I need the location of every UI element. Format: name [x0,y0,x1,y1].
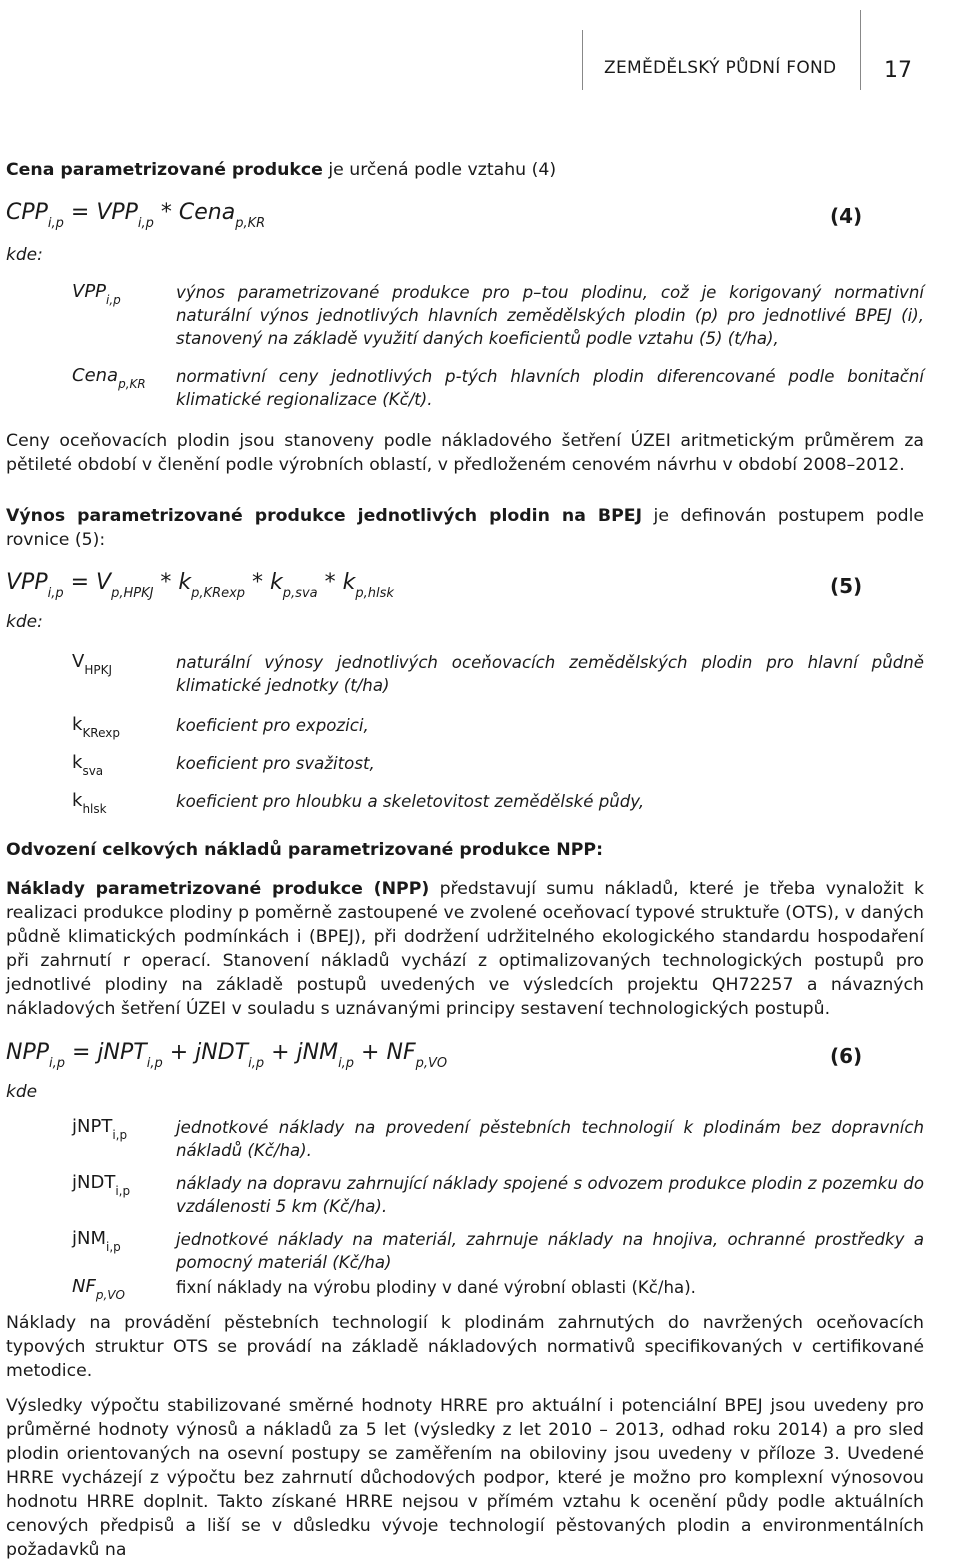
paragraph-hrre: Výsledky výpočtu stabilizované směrné hodnoty HRRE pro aktuální i potenciální BPEJ jsou uvedeny pro průměrné hodnoty výnosů a nákladů za 5 let (výsledky z let 2010 – 2013, odhad roku 2014) a pro sled plodin orientovaných na osevní postupy se zaměřením na obiloviny jsou uvedeny v příloze 3. Uvedené HRRE vycházejí z výpočtu bez zahrnutí důchodových podpor, které je možno pro komplexní výnosovou hodnotu HRRE doplnit. Takto získané HRRE nejsou v přímém vztahu k ocenění půdy podle aktuálních cenových předpisů a liší se v důsledku vývoje technologií pěstovaných plodin a environmentálních požadavků na [6,1396,924,1560]
symbol-jnm: jNM$_{i,p}$ [72,1228,121,1254]
symbol-k-hlsk: $k_{hlsk}$ [72,790,107,816]
section-heading-npp: Odvození celkových nákladů parametrizované produkce NPP: [6,840,603,860]
equation-number: (4) [830,204,863,228]
definition-v-hpkj: naturální výnosy jednotlivých oceňovacích zemědělských plodin pro hlavní půdně klimatické jednotky (t/ha) [176,653,924,695]
definition-vpp: výnos parametrizované produkce pro p–tou plodinu, což je korigovaný normativní naturální výnos jednotlivých hlavních zemědělských plodin (p) pro jednotlivé BPEJ (i), stanovený na základě využití daných koeficientů podle vztahu (5) (t/ha), [176,283,924,348]
header-divider-right [860,10,861,90]
paragraph-npp: Náklady parametrizované produkce (NPP) představují sumu nákladů, které je třeba vynaložit k realizaci produkce plodiny p poměrně zastoupené ve zvolené oceňovací typové struktuře (OTS), v daných půdně klimatických podmínkách i (BPEJ), při dodržení udržitelného ekologického standardu hospodaření při zahrnutí r operací. Stanovení nákladů vychází z optimalizovaných technologických postupů pro jednotlivé plodiny na základě postupů uvedených ve výsledcích projektu QH72257 a návazných nákladových šetření ÚZEI v souladu s uznávanými principy sestavení technologických postupů. [6,879,925,1019]
paragraph-ceny: Ceny oceňovacích plodin jsou stanoveny podle nákladového šetření ÚZEI aritmetickým průměrem za pětileté období v členění podle výrobních oblastí, v předloženém cenovém návrhu v období 2008–2012. [6,431,924,475]
equation-4: $CPP_{i,p} = VPP_{i,p}$ * Cena$_{p,KR}$ [6,200,266,231]
definition-jndt: náklady na dopravu zahrnující náklady spojené s odvozem produkce plodin z pozemku do vzdálenosti 5 km (Kč/ha). [176,1174,924,1216]
definition-jnm: jednotkové náklady na materiál, zahrnuje náklady na hnojiva, ochranné prostředky a pomocný materiál (Kč/ha) [176,1230,924,1272]
symbol-vpp: $VPP_{i,p}$ [72,281,121,307]
intro-vynos: Výnos parametrizované produkce jednotlivých plodin na BPEJ je definován postupem podle rovnice (5): [6,506,924,550]
symbol-nf: $NF_{p,VO}$ [72,1276,125,1302]
intro-cena: Cena parametrizované produkce je určená podle vztahu (4) [6,160,557,180]
symbol-cena: Cena$_{p,KR}$ [72,365,146,391]
symbol-jnpt: jNPT$_{i,p}$ [72,1116,128,1142]
header-divider [582,30,583,90]
symbol-k-krexp: $k_{KRexp}$ [72,714,120,740]
definition-k-sva: koeficient pro svažitost, [176,754,375,773]
definition-k-krexp: koeficient pro expozici, [176,716,369,735]
definition-k-hlsk: koeficient pro hloubku a skeletovitost zemědělské půdy, [176,792,645,811]
page-number: 17 [884,58,912,83]
equation-5: $VPP_{i,p} = V_{p,HPKJ} * k_{p,KRexp} * k_{p,sva} * k_{p,hlsk}$ [6,570,394,601]
equation-number: (5) [830,574,863,598]
running-header: ZEMĚDĚLSKÝ PŮDNÍ FOND [604,58,837,78]
definition-nf: fixní náklady na výrobu plodiny v dané výrobní oblasti (Kč/ha). [176,1278,696,1297]
symbol-v-hpkj: $V_{HPKJ}$ [72,651,112,677]
where-label: kde [6,1082,38,1102]
where-label: kde: [6,245,43,265]
equation-6: $NPP_{i,p}$ = jNPT$_{i,p}$ + jNDT$_{i,p}$ + $jNM_{i,p} + NF_{p,VO}$ [6,1040,448,1071]
equation-number: (6) [830,1044,863,1068]
definition-jnpt: jednotkové náklady na provedení pěstebních technologií k plodinám bez dopravních nákladů (Kč/ha). [176,1118,924,1160]
symbol-k-sva: $k_{sva}$ [72,752,104,778]
definition-cena: normativní ceny jednotlivých p-tých hlavních plodin diferencované podle bonitační klimatické regionalizace (Kč/t). [176,367,924,409]
symbol-jndt: jNDT$_{i,p}$ [72,1172,131,1198]
paragraph-technologie: Náklady na provádění pěstebních technologií k plodinám zahrnutých do navržených oceňovacích typových struktur OTS se provádí na základě nákladových normativů specifikovaných v certifikované metodice. [6,1313,924,1381]
where-label: kde: [6,612,43,632]
